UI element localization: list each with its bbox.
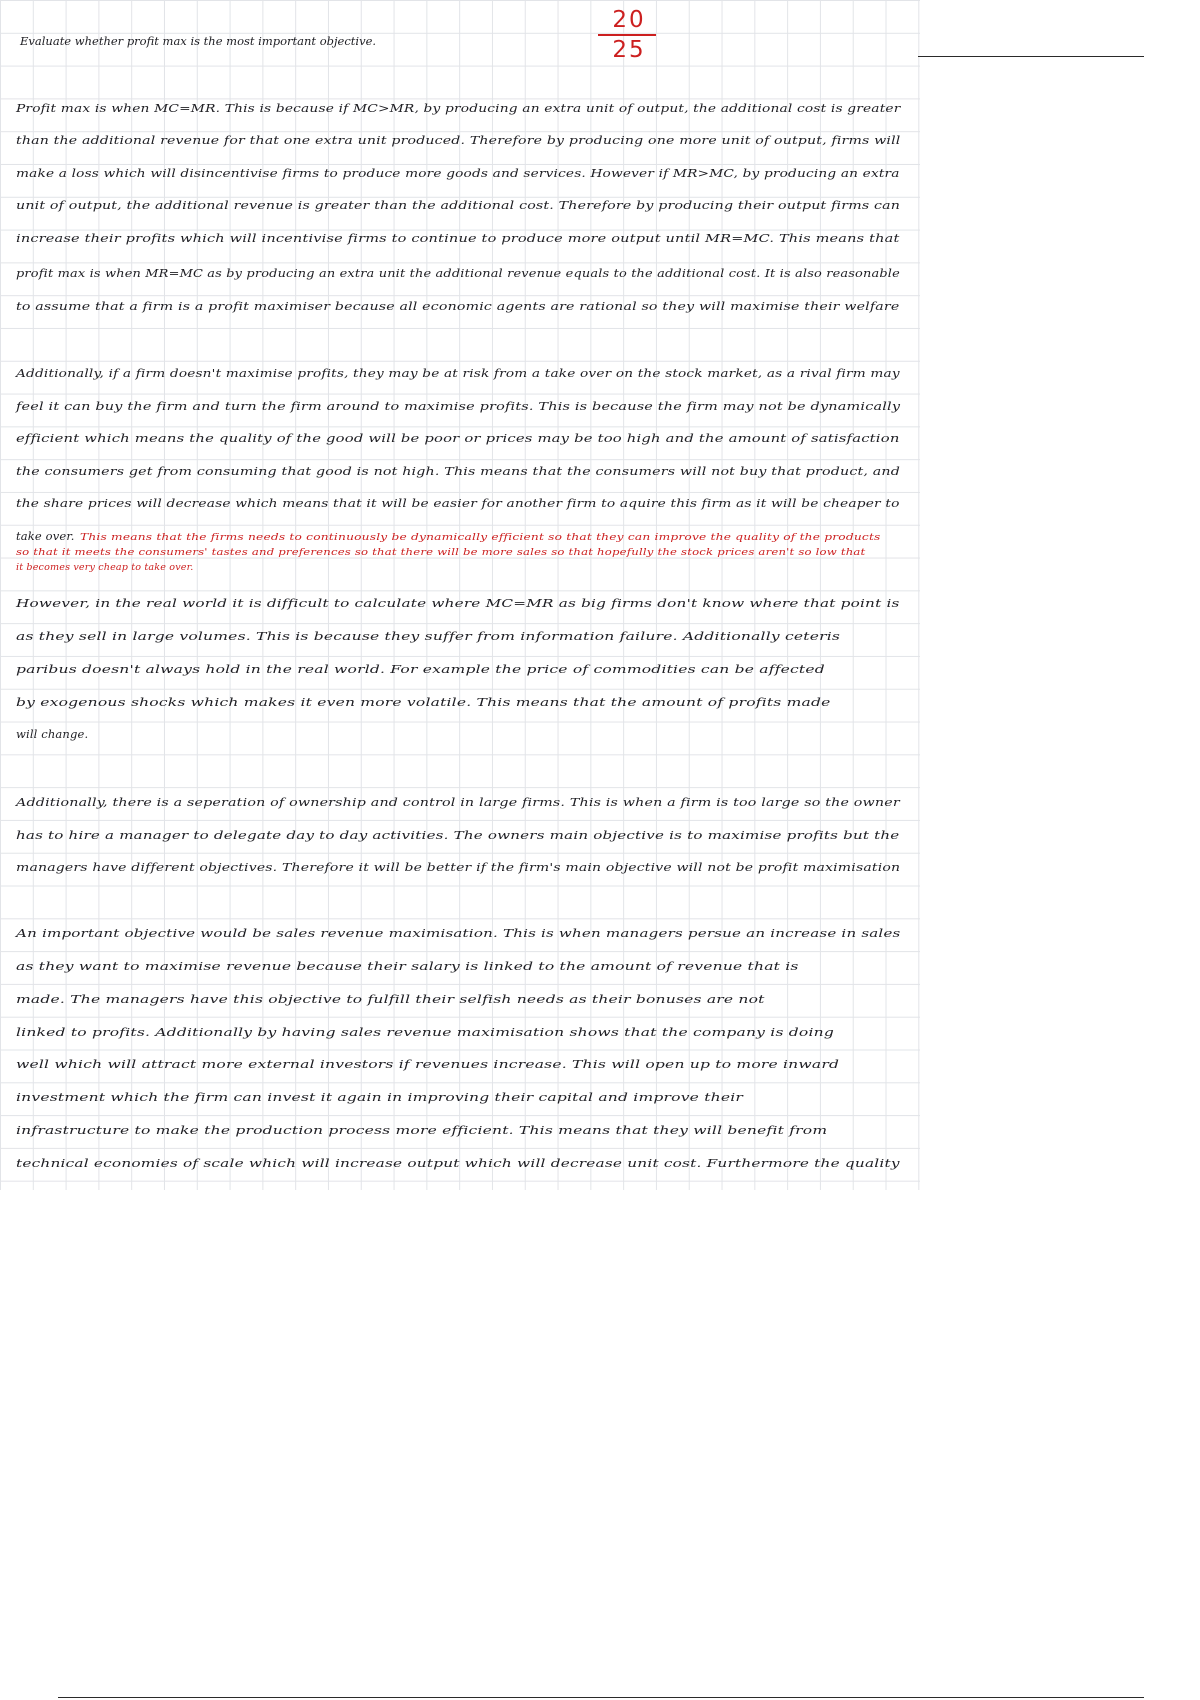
essay-line: efficient which means the quality of the good will be poor or prices may be too high and the amount of satisfaction <box>16 431 900 445</box>
essay-line: the share prices will decrease which means that it will be easier for another firm to aquire this firm as it will be cheaper to <box>16 496 900 510</box>
essay-line: by exogenous shocks which makes it even more volatile. This means that the amount of profits made <box>16 695 831 709</box>
essay-line: Additionally, there is a seperation of ownership and control in large firms. This is when a firm is too large so the owner <box>16 795 900 809</box>
header-rule <box>918 56 1144 57</box>
teacher-comment-line: it becomes very cheap to take over. <box>16 562 194 573</box>
essay-line: paribus doesn't always hold in the real world. For example the price of commodities can be affected <box>16 662 825 676</box>
essay-line: has to hire a manager to delegate day to day activities. The owners main objective is to maximise profits but the <box>16 828 900 842</box>
essay-line: linked to profits. Additionally by having sales revenue maximisation shows that the company is doing <box>16 1025 834 1039</box>
essay-line: made. The managers have this objective to fulfill their selfish needs as their bonuses are not <box>16 992 765 1006</box>
footer-rule <box>58 1697 1144 1698</box>
essay-line: the consumers get from consuming that good is not high. This means that the consumers will not buy that product, and <box>16 464 900 478</box>
teacher-comment-line: This means that the firms needs to continuously be dynamically efficient so that they can improve the quality of the products <box>80 532 881 543</box>
essay-line: technical economies of scale which will increase output which will decrease unit cost. Furthermore the quality <box>16 1156 900 1170</box>
teacher-comment-line: so that it meets the consumers' tastes and preferences so that there will be more sales so that hopefully the stock prices aren't so low that <box>16 547 866 558</box>
essay-line: An important objective would be sales revenue maximisation. This is when managers persue an increase in sales <box>16 926 901 940</box>
essay-line: unit of output, the additional revenue is greater than the additional cost. Therefore by producing their output firms can <box>16 198 901 212</box>
essay-question: Evaluate whether profit max is the most important objective. <box>20 34 377 48</box>
score-awarded: 20 <box>612 7 646 33</box>
essay-line: than the additional revenue for that one extra unit produced. Therefore by producing one more unit of output, firms will <box>16 133 901 147</box>
essay-line: increase their profits which will incentivise firms to continue to produce more output until MR=MC. This means that <box>16 231 900 245</box>
essay-line: profit max is when MR=MC as by producing an extra unit the additional revenue equals to the additional cost. It is also reasonable <box>16 266 900 280</box>
essay-line: well which will attract more external investors if revenues increase. This will open up to more inward <box>16 1057 840 1071</box>
score-fraction-bar <box>598 34 656 36</box>
essay-line: will change. <box>16 727 89 741</box>
score-total: 25 <box>612 37 646 63</box>
essay-line: managers have different objectives. Therefore it will be better if the firm's main objective will not be profit maximisation <box>16 860 901 874</box>
essay-line: to assume that a firm is a profit maximiser because all economic agents are rational so they will maximise their welfare <box>16 299 900 313</box>
score-mark <box>598 8 660 63</box>
essay-line: However, in the real world it is difficult to calculate where MC=MR as big firms don't know where that point is <box>16 596 900 610</box>
essay-line: Additionally, if a firm doesn't maximise profits, they may be at risk from a take over on the stock market, as a rival firm may <box>16 366 900 380</box>
essay-line: as they want to maximise revenue because their salary is linked to the amount of revenue that is <box>16 959 799 973</box>
essay-line: investment which the firm can invest it again in improving their capital and improve their <box>16 1090 744 1104</box>
essay-line: Profit max is when MC=MR. This is because if MC>MR, by producing an extra unit of output, the additional cost is greater <box>16 101 901 115</box>
essay-line: as they sell in large volumes. This is because they suffer from information failure. Additionally ceteris <box>16 629 841 643</box>
essay-line: make a loss which will disincentivise firms to produce more goods and services. However if MR>MC, by producing an extra <box>16 166 900 180</box>
essay-line: take over. <box>16 529 75 543</box>
essay-line: feel it can buy the firm and turn the firm around to maximise profits. This is because the firm may not be dynamically <box>16 399 901 413</box>
essay-line: infrastructure to make the production process more efficient. This means that they will benefit from <box>16 1123 828 1137</box>
